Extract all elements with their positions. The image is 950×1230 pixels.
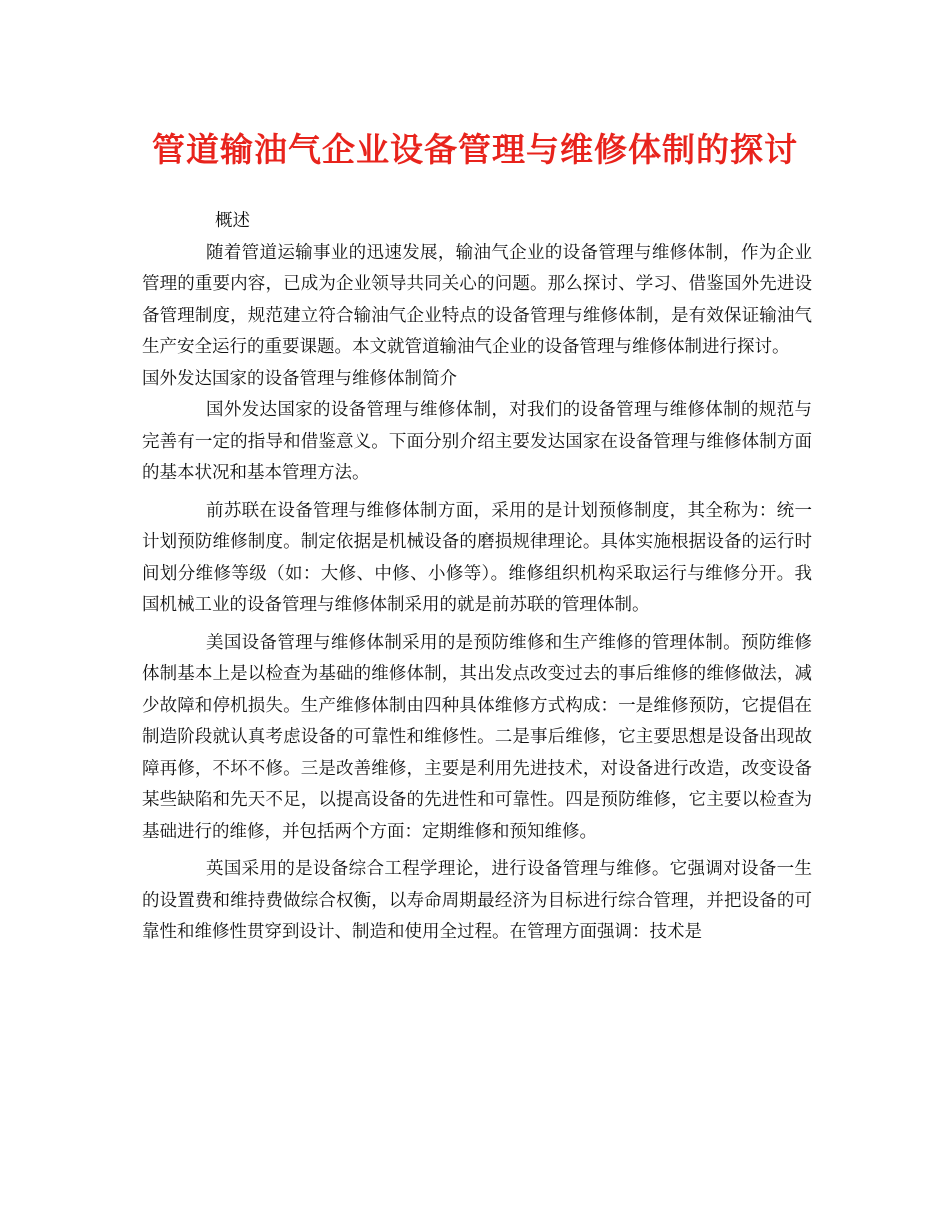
- paragraph-foreign-overview: 国外发达国家的设备管理与维修体制，对我们的设备管理与维修体制的规范与完善有一定的指导和借鉴意义。下面分别介绍主要发达国家在设备管理与维修体制方面的基本状况和基本管理方法。: [142, 400, 812, 483]
- paragraph-usa: 美国设备管理与维修体制采用的是预防维修和生产维修的管理体制。预防维修体制基本上是以检查为基础的维修体制，其出发点改变过去的事后维修的维修做法，减少故障和停机损失。生产维修体制由四种具体维修方式构成：一是维修预防，它提倡在制造阶段就认真考虑设备的可靠性和维修性。二是事后维修，它主要思想是设备出现故障再修，不坏不修。三是改善维修，主要是利用先进技术，对设备进行改造，改变设备某些缺陷和先天不足，以提高设备的先进性和可靠性。四是预防维修，它主要以检查为基础进行的维修，并包括两个方面：定期维修和预知维修。: [142, 632, 812, 842]
- document-title: 管道输油气企业设备管理与维修体制的探讨: [152, 130, 798, 169]
- paragraph-uk: 英国采用的是设备综合工程学理论，进行设备管理与维修。它强调对设备一生的设置费和维持费做综合权衡，以寿命周期最经济为目标进行综合管理，并把设备的可靠性和维修性贯穿到设计、制造和使用全过程。在管理方面强调：技术是: [142, 859, 812, 942]
- paragraph-intro: 随着管道运输事业的迅速发展，输油气企业的设备管理与维修体制，作为企业管理的重要内容，已成为企业领导共同关心的问题。那么探讨、学习、借鉴国外先进设备管理制度，规范建立符合输油气企业特点的设备管理与维修体制，是有效保证输油气生产安全运行的重要课题。本文就管道输油气企业的设备管理与维修体制进行探讨。: [142, 242, 812, 357]
- paragraph-soviet: 前苏联在设备管理与维修体制方面，采用的是计划预修制度，其全称为：统一计划预防维修制度。制定依据是机械设备的磨损规律理论。具体实施根据设备的运行时间划分维修等级（如：大修、中修、小修等）。维修组织机构采取运行与维修分开。我国机械工业的设备管理与维修体制采用的就是前苏联的管理体制。: [142, 500, 812, 615]
- section-heading: 国外发达国家的设备管理与维修体制简介: [142, 368, 457, 389]
- document-body: [142, 206, 812, 949]
- overview-label: 概述: [215, 211, 250, 231]
